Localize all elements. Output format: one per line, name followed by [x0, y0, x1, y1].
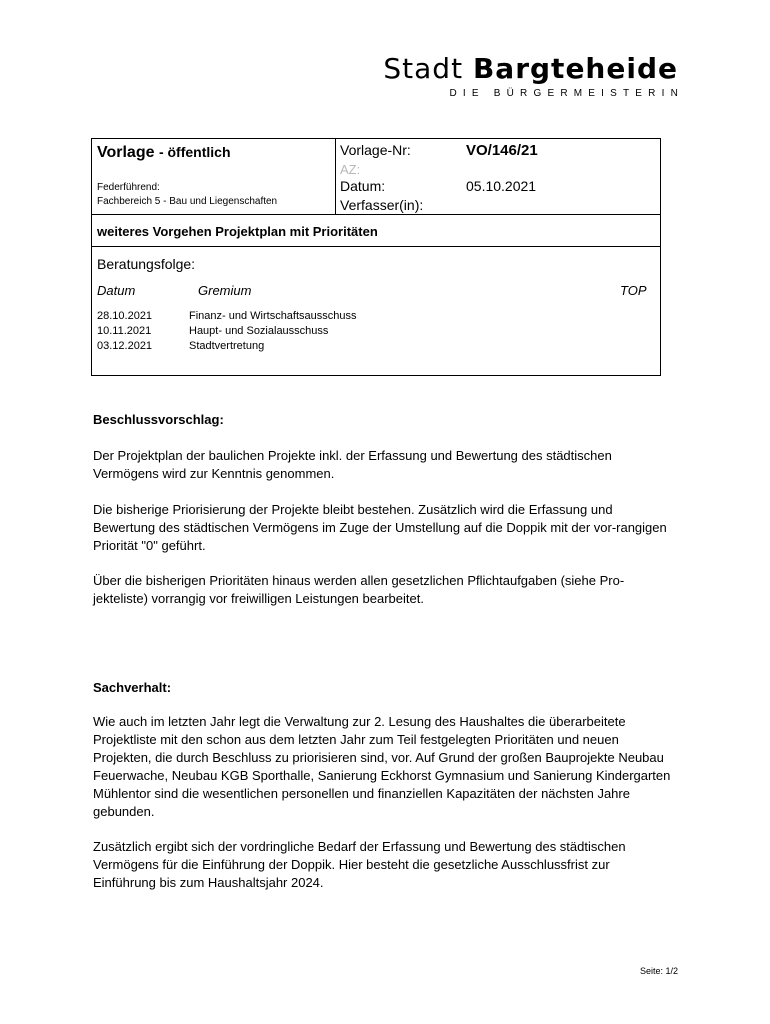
vorlage-left-cell [92, 139, 336, 214]
row-gremium: Stadtvertretung [189, 340, 265, 352]
table-row [97, 340, 264, 352]
logo-subtitle: DIE BÜRGERMEISTERIN [449, 88, 684, 99]
datum-label: Datum: [340, 178, 386, 194]
logo-city-name: Bargteheide [472, 52, 678, 85]
az-label: AZ: [340, 162, 361, 177]
paragraph-text: Die bisherige Priorisierung der Projekte bleibt bestehen. Zusätzlich wird die Erfassung und Bewertung des städtischen Vermögens im Zuge der Umstellung auf die Doppik mit der vor-rangigen Priorität "0" geführt. [93, 502, 667, 553]
beratungsfolge-label: Beratungsfolge: [97, 256, 196, 272]
vorlage-nr-value: VO/146/21 [466, 142, 538, 159]
vorlage-title-suffix: - öffentlich [158, 144, 231, 160]
federfuehrend-value: Fachbereich 5 - Bau und Liegenschaften [97, 196, 278, 207]
table-row [97, 325, 328, 337]
page-number: Seite: 1/2 [639, 966, 678, 976]
paragraph-text: Über die bisherigen Prioritäten hinaus werden allen gesetzlichen Pflichtaufgaben (siehe Pro-jekteliste) vorrangig vor freiwilligen Leistungen bearbeitet. [93, 573, 625, 606]
datum-value: 05.10.2021 [466, 178, 537, 194]
sachverhalt-paragraph-2 [93, 838, 673, 892]
vorlage-nr-label: Vorlage-Nr: [340, 142, 411, 158]
city-logo [383, 52, 684, 99]
beratungsfolge-box [91, 246, 661, 376]
logo-title [383, 52, 678, 86]
row-datum: 03.12.2021 [97, 340, 153, 352]
row-gremium: Finanz- und Wirtschaftsausschuss [189, 310, 357, 322]
sachverhalt-paragraph-1 [93, 713, 673, 821]
header-datum: Datum [97, 283, 136, 298]
table-row [97, 310, 357, 322]
federfuehrend-label: Federführend: [97, 182, 160, 193]
vorlage-title-main: Vorlage [97, 144, 155, 161]
verfasser-label: Verfasser(in): [340, 197, 424, 213]
paragraph-text: Wie auch im letzten Jahr legt die Verwaltung zur 2. Lesung des Haushaltes die überarbeitete Projektliste mit den schon aus dem letzten Jahr zum Teil festgelegten Prioritäten und neuen Projekten, die durch Beschluss zu priorisieren sind, vor. Auf Grund der großen Bauprojekte Neubau Feuerwache, Neubau KGB Sporthalle, Sanierung Eckhorst Gymnasium und Sanierung Kindergarten Mühlentor sind die wesentlichen personellen und finanziellen Kapazitäten der nächsten Jahre gebunden. [93, 714, 671, 819]
row-datum: 10.11.2021 [97, 325, 152, 337]
paragraph-text: Zusätzlich ergibt sich der vordringliche Bedarf der Erfassung und Bewertung des städtischen Vermögens für die Einführung der Doppik. Hier besteht die gesetzliche Ausschlussfrist zur Einführung bis zum Haushaltsjahr 2024. [93, 839, 626, 890]
header-top: TOP [620, 283, 647, 298]
logo-city-prefix: Stadt [383, 52, 464, 85]
beschluss-paragraph-1 [93, 447, 673, 483]
subject-title: weiteres Vorgehen Projektplan mit Prioritäten [97, 224, 378, 239]
paragraph-text: Der Projektplan der baulichen Projekte inkl. der Erfassung und Bewertung des städtischen Vermögens wird zur Kenntnis genommen. [93, 448, 612, 481]
row-gremium: Haupt- und Sozialausschuss [189, 325, 329, 337]
vorlage-title [97, 144, 231, 162]
beschlussvorschlag-title: Beschlussvorschlag: [93, 412, 224, 427]
beschluss-paragraph-3 [93, 572, 673, 608]
header-gremium: Gremium [198, 283, 252, 298]
beschluss-paragraph-2 [93, 501, 673, 555]
subject-box [91, 214, 661, 247]
row-datum: 28.10.2021 [97, 310, 153, 322]
sachverhalt-title: Sachverhalt: [93, 680, 172, 695]
vorlage-info-box [91, 138, 661, 215]
